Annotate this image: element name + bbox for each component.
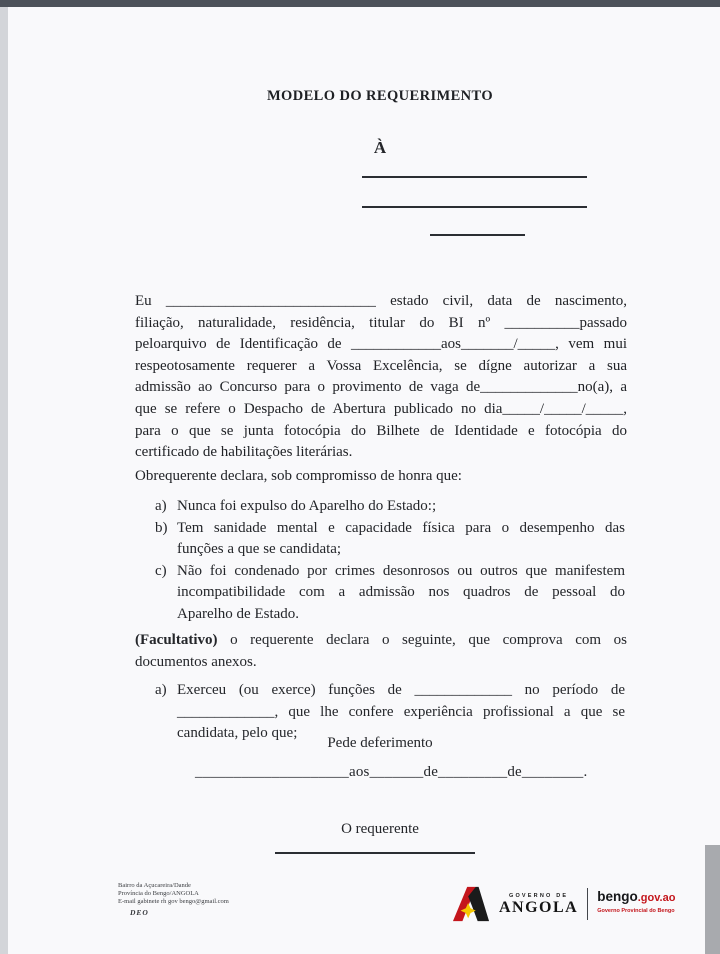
request-line: certificado de habilitações literárias. — [135, 444, 353, 461]
request-line: filiação, naturalidade, residência, titular do BI nº __________passado — [135, 314, 627, 331]
signature-blank-line — [275, 852, 475, 854]
list-item-line: Tem sanidade mental e capacidade física para o desempenho das — [177, 519, 625, 536]
request-line: para o que se junta fotocópia do Bilhete de Identidade e fotocópia do — [135, 422, 627, 439]
angola-government-logo-text — [499, 893, 578, 916]
photo-right-edge — [705, 845, 720, 954]
list-item-marker: b) — [155, 519, 168, 536]
photo-top-edge — [0, 0, 720, 7]
list-item-marker: a) — [155, 682, 167, 698]
request-line: que se refere o Despacho de Abertura publicado no dia_____/_____/_____, — [135, 400, 627, 417]
addressee-blank-line-3 — [430, 234, 525, 236]
footer-logos — [452, 880, 675, 928]
list-item-line: Nunca foi expulso do Aparelho do Estado:; — [177, 498, 437, 514]
declaration-list — [155, 496, 625, 626]
plea-text: Pede deferimento — [327, 735, 433, 751]
declaration-heading: Obrequerente declara, sob compromisso de honra que: — [135, 468, 462, 484]
footer-address-block — [118, 882, 229, 906]
list-item-line: _____________, que lhe confere experiência profissional a que se — [177, 703, 625, 720]
photo-left-edge — [0, 7, 8, 954]
facultativo-rest: o requerente declara o seguinte, que comprova com os — [217, 632, 627, 648]
list-item-marker: c) — [155, 562, 167, 579]
list-item-line: funções a que se candidata; — [177, 541, 342, 558]
list-item-line: incompatibilidade com a admissão nos quadros de pessoal do — [177, 584, 625, 601]
footer-address-line: E-mail gabinete rh gov bengo@gmail.com — [118, 898, 229, 905]
footer-address-line: Bairro da Açucareira/Dande — [118, 882, 191, 889]
angola-label: ANGOLA — [499, 898, 579, 916]
addressee-blank-line-2 — [362, 206, 587, 208]
site-name: bengo — [597, 889, 638, 904]
addressee-blank-line-1 — [362, 176, 587, 178]
footer-address-line: Província do Bengo/ANGOLA — [118, 890, 199, 897]
site-domain: .gov.ao — [637, 892, 676, 904]
signatory-label: O requerente — [341, 821, 419, 837]
footer-code: DEO — [130, 908, 149, 917]
request-line: admissão ao Concurso para o provimento de vaga de_____________no(a), a — [135, 379, 627, 396]
optional-declaration-line: documentos anexos. — [135, 653, 257, 670]
list-item — [155, 561, 625, 626]
list-item-line: Não foi condenado por crimes desonrosos ou outros que manifestem — [177, 562, 625, 579]
list-item-marker: a) — [155, 498, 167, 514]
request-line: Eu ____________________________ estado civil, data de nascimento, — [135, 293, 627, 309]
list-item-line: Aparelho de Estado. — [177, 605, 300, 622]
addressee-label: À — [373, 138, 387, 157]
governo-de-label: GOVERNO DE — [508, 892, 569, 899]
bengo-site-logo — [597, 891, 675, 917]
angola-government-logo-icon — [452, 884, 490, 924]
page-title: MODELO DO REQUERIMENTO — [266, 88, 494, 104]
list-item-line: Exerceu (ou exerce) funções de _____________ no período de — [177, 682, 625, 698]
date-fill-in-line: ____________________aos_______de_________de________. — [195, 764, 588, 780]
list-item — [155, 496, 625, 518]
request-line: respeotosamente requerer a Vossa Excelência, se dígne autorizar a sua — [135, 357, 627, 374]
facultativo-bold-label: (Facultativo) — [135, 632, 218, 648]
list-item — [155, 518, 625, 561]
optional-declaration-line — [135, 630, 627, 652]
request-paragraph — [135, 291, 627, 464]
logo-divider — [587, 888, 588, 920]
site-subtitle: Governo Provincial do Bengo — [597, 908, 675, 914]
request-line: peloarquivo de Identificação de ____________aos_______/_____, vem mui — [135, 336, 627, 353]
optional-declaration-paragraph — [135, 630, 627, 673]
list-item-line: candidata, pelo que; — [177, 725, 298, 742]
